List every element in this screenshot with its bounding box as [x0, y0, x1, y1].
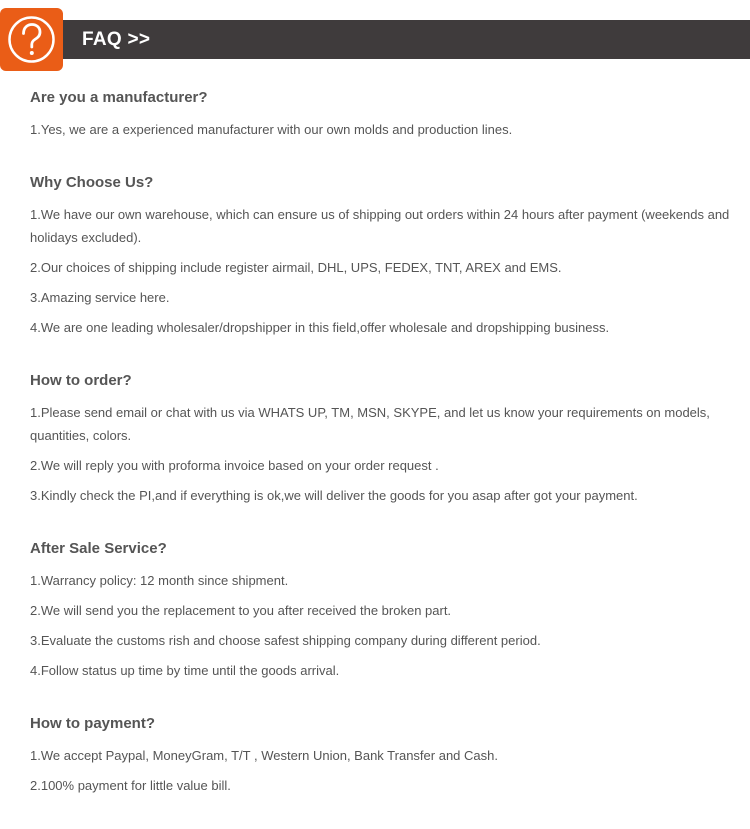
faq-content — [30, 88, 735, 829]
faq-answer: 2.We will send you the replacement to you after received the broken part. — [30, 603, 452, 618]
faq-section-after-sale-service — [30, 539, 735, 682]
faq-answer: 2.Our choices of shipping include register airmail, DHL, UPS, FEDEX, TNT, AREX and EMS. — [30, 260, 562, 275]
faq-question: Are you a manufacturer? — [30, 89, 208, 106]
faq-section-why-choose-us — [30, 173, 735, 339]
faq-answer: 1.Please send email or chat with us via WHATS UP, TM, MSN, SKYPE, and let us know your requirements on models, quantities, colors. — [30, 405, 710, 443]
faq-answer: 4.Follow status up time by time until the goods arrival. — [30, 663, 340, 678]
faq-answer: 3.Evaluate the customs rish and choose safest shipping company during different period. — [30, 633, 541, 648]
faq-answer: 1.Warrancy policy: 12 month since shipment. — [30, 573, 289, 588]
faq-question: How to order? — [30, 372, 132, 389]
faq-answer: 3.Amazing service here. — [30, 290, 170, 305]
faq-answer: 1.We accept Paypal, MoneyGram, T/T , Western Union, Bank Transfer and Cash. — [30, 748, 498, 763]
faq-section-manufacturer — [30, 88, 735, 141]
faq-answer: 2.100% payment for little value bill. — [30, 778, 231, 793]
faq-question: How to payment? — [30, 715, 156, 732]
question-mark-icon — [0, 8, 63, 71]
faq-answer: 4.We are one leading wholesaler/dropshipper in this field,offer wholesale and dropshipping business. — [30, 320, 610, 335]
faq-section-how-to-payment — [30, 714, 735, 797]
faq-section-how-to-order — [30, 371, 735, 507]
faq-answer: 1.Yes, we are a experienced manufacturer with our own molds and production lines. — [30, 122, 513, 137]
faq-answer: 2.We will reply you with proforma invoice based on your order request . — [30, 458, 439, 473]
faq-answer: 3.Kindly check the PI,and if everything is ok,we will deliver the goods for you asap after got your payment. — [30, 488, 638, 503]
faq-question: Why Choose Us? — [30, 174, 154, 191]
faq-question: After Sale Service? — [30, 540, 167, 557]
faq-title: FAQ >> — [82, 29, 151, 50]
faq-answer: 1.We have our own warehouse, which can ensure us of shipping out orders within 24 hours after payment (weekends and holidays excluded). — [30, 207, 730, 245]
